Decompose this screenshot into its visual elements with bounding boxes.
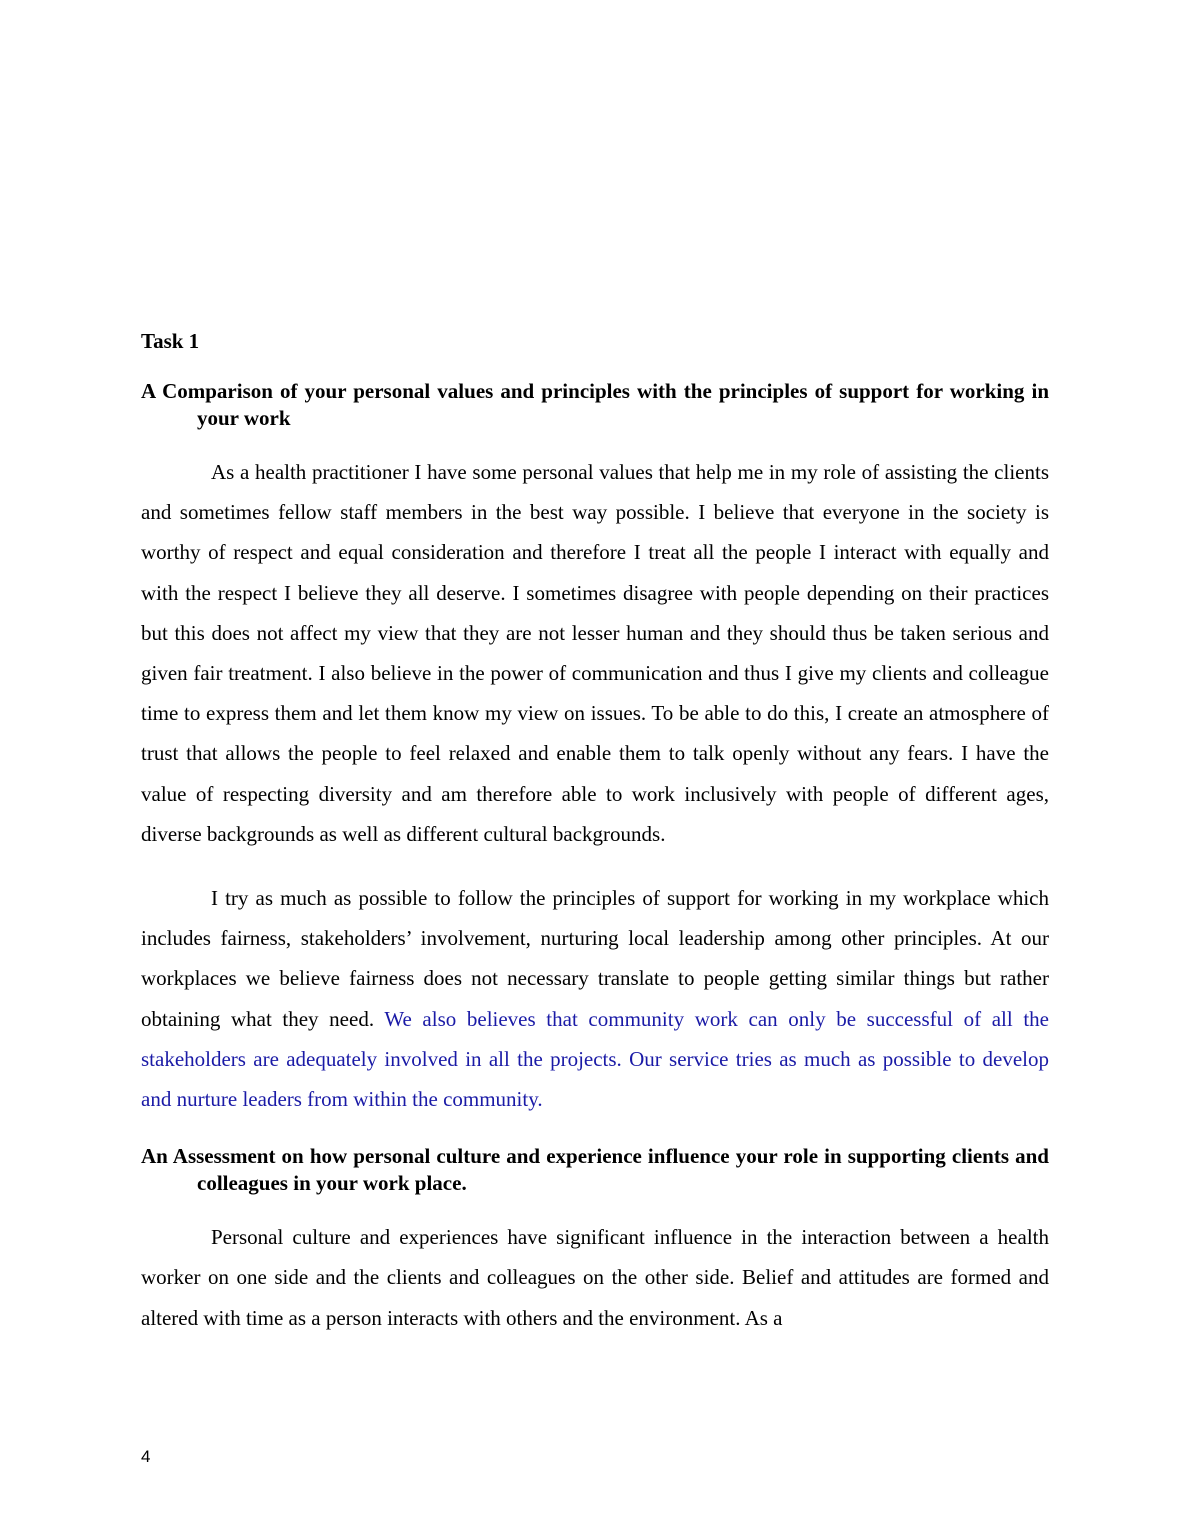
paragraph-principles-of-support [141,878,1049,1119]
paragraph-personal-values: As a health practitioner I have some personal values that help me in my role of assisting the clients and sometimes fellow staff members in the best way possible. I believe that everyone in the society is worthy of respect and equal consideration and therefore I treat all the people I interact with equally and with the respect I believe they all deserve. I sometimes disagree with people depending on their practices but this does not affect my view that they are not lesser human and they should thus be taken serious and given fair treatment. I also believe in the power of communication and thus I give my clients and colleague time to express them and let them know my view on issues. To be able to do this, I create an atmosphere of trust that allows the people to feel relaxed and enable them to talk openly without any fears. I have the value of respecting diversity and am therefore able to work inclusively with people of different ages, diverse backgrounds as well as different cultural backgrounds. [141,460,1049,846]
highlighted-text: We also believes that community work can only be successful of all the stakeholders are adequately involved in all the projects. Our service tries as much as possible to develop and nurture leaders from within the community. [141,1006,1050,1112]
section-heading-comparison: A Comparison of your personal values and principles with the principles of support for working in your work [141,379,1049,430]
paragraph-principles-text: I try as much as possible to follow the principles of support for working in my workplace which includes fairness, stakeholders’ involvement, nurturing local leadership among other principles. At our workplaces we believe fairness does not necessary translate to people getting similar things but rather obtaining what they need. [141,886,1049,1031]
page-number: 4 [141,1447,151,1466]
section-heading-assessment: An Assessment on how personal culture and experience influence your role in supporting clients and colleagues in your work place. [141,1144,1049,1196]
task-title: Task 1 [141,329,200,353]
paragraph-personal-culture: Personal culture and experiences have significant influence in the interaction between a health worker on one side and the clients and colleagues on the other side. Belief and attitudes are formed and altered with time as a person interacts with others and the environment. As a [141,1225,1049,1330]
document-body [141,326,1049,1338]
